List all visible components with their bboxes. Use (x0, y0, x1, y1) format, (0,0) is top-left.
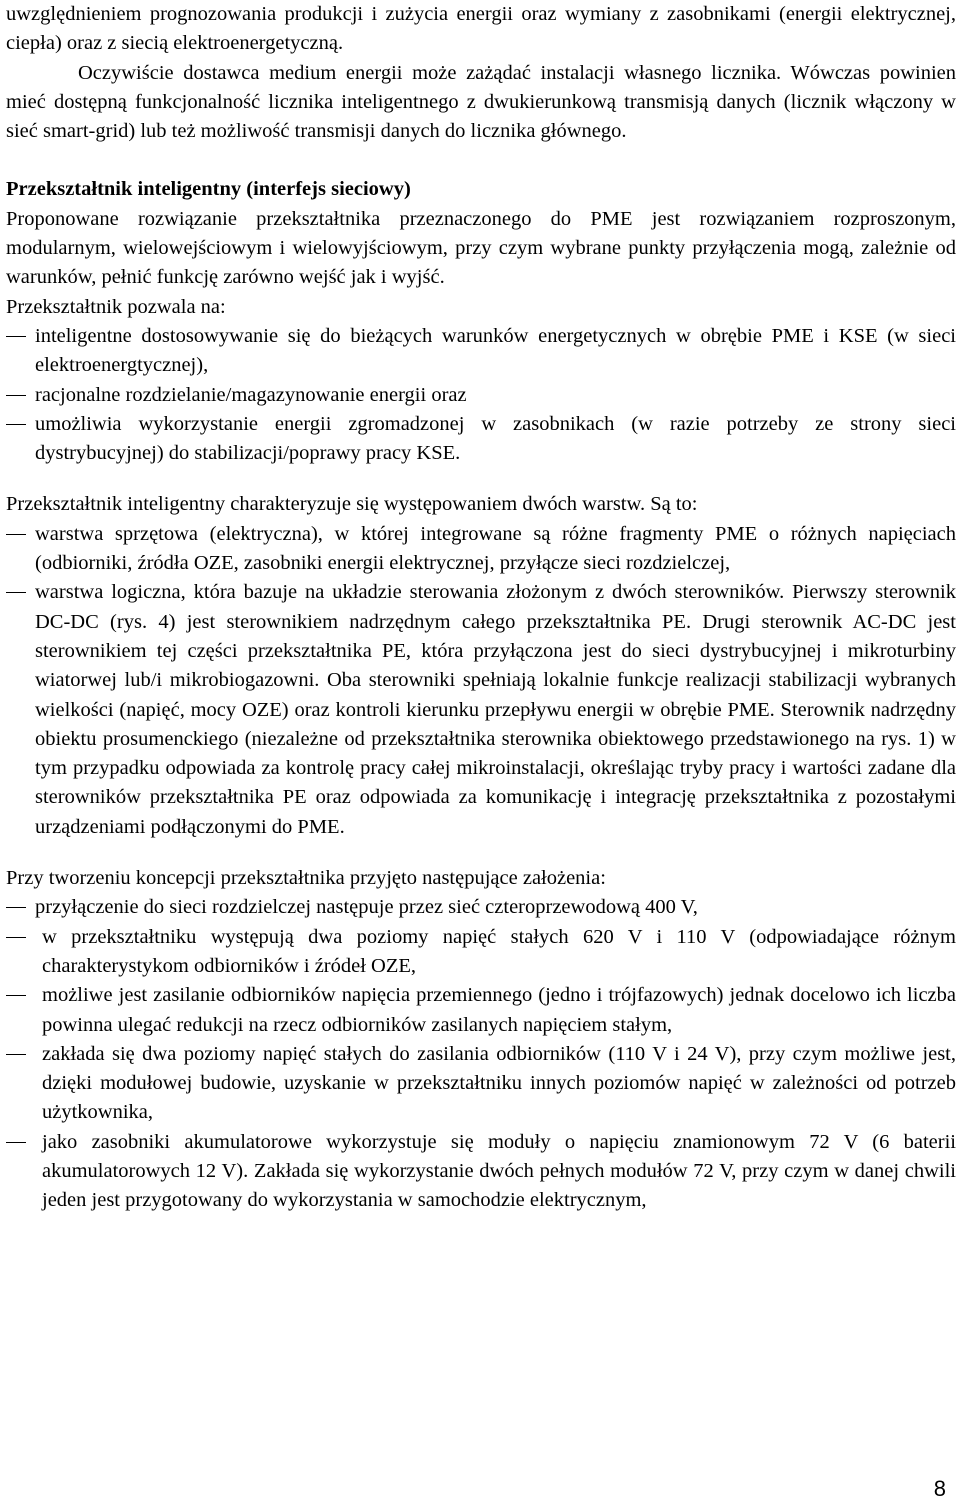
intro-paragraph-continued: uwzględnieniem prognozowania produkcji i zużycia energii oraz wymiany z zasobnikami (energii elektrycznej, ciepła) oraz z siecią elektroenergetyczną. (6, 3, 956, 55)
section-paragraph: Proponowane rozwiązanie przekształtnika przeznaczonego do PME jest rozwiązaniem rozproszonym, modularnym, wielowejściowym i wielowyjściowym, przy czym wybrane punkty przyłączenia mogą, zależnie od warunków, pełnić funkcję zarówno wejść jak i wyjść. (6, 207, 956, 289)
capabilities-list (6, 322, 956, 468)
dash-bullet-icon (6, 534, 26, 535)
list-lead-layers: Przekształtnik inteligentny charakteryzuje się występowaniem dwóch warstw. Są to: (6, 493, 698, 516)
dash-bullet-icon (6, 995, 26, 996)
layers-list (6, 520, 956, 842)
assumptions-list-first (6, 893, 956, 922)
list-item: warstwa sprzętowa (elektryczna), w której integrowane są różne fragmenty PME o różnych napięciach (odbiorniki, źródła OZE, zasobniki energii elektrycznej, przyłącze sieci rozdzielczej, (6, 520, 956, 579)
list-item: zakłada się dwa poziomy napięć stałych do zasilania odbiorników (110 V i 24 V), przy czym możliwe jest, dzięki modułowej budowie, uzyskanie w przekształtniku innych poziomów napięć w zależności od potrzeb użytkownika, (6, 1040, 956, 1128)
list-item: warstwa logiczna, która bazuje na układzie sterowania złożonym z dwóch sterowników. Pierwszy sterownik DC-DC (rys. 4) jest sterownikiem nadrzędnym całego przekształtnika PE. Drugi sterownik AC-DC jest sterownikiem tej części przekształtnika PE, która przyłączona jest do sieci dystrybucyjnej i mikroturbiny wiatorwej lub/i mikrobiogazowni. Oba sterowniki spełniają lokalnie funkcje realizacji stabilizacji wybranych wielkości (napięć, mocy OZE) oraz kontroli kierunku przepływu energii w obrębie PME. Sterownik nadrzędny obiektu prosumenckiego (niezależne od przekształtnika sterownika obiektowego przedstawionego na rys. 1) w tym przypadku odpowiada za kontrolę pracy całej mikroinstalacji, określając tryby pracy i wartości zadane dla sterowników przekształtnika PE oraz odpowiada za komunikację i integrację przekształtnika z pozostałymi urządzeniami podłączonymi do PME. (6, 578, 956, 842)
list-item: jako zasobniki akumulatorowe wykorzystuje się moduły o napięciu znamionowym 72 V (6 baterii akumulatorowych 12 V). Zakłada się wykorzystanie dwóch pełnych modułów 72 V, przy czym w danej chwili jeden jest przygotowany do wykorzystania w samochodzie elektrycznym, (6, 1128, 956, 1216)
list-item: w przekształtniku występują dwa poziomy napięć stałych 620 V i 110 V (odpowiadające różnym charakterystykom odbiorników i źródeł OZE, (6, 923, 956, 982)
list-item: racjonalne rozdzielanie/magazynowanie energii oraz (6, 381, 956, 410)
assumptions-list (6, 923, 956, 1216)
dash-bullet-icon (6, 395, 26, 396)
dash-bullet-icon (6, 1142, 26, 1143)
spacer (6, 146, 956, 175)
intro-paragraph-meter: Oczywiście dostawca medium energii może zażądać instalacji własnego licznika. Wówczas powinien mieć dostępną funkcjonalność licznika inteligentnego z dwukierunkową transmisją danych (licznik włączony w sieć smart-grid) lub też możliwość transmisji danych do licznika głównego. (6, 61, 956, 143)
list-lead-assumptions: Przy tworzeniu koncepcji przekształtnika przyjęto następujące założenia: (6, 867, 606, 890)
list-item: inteligentne dostosowywanie się do bieżących warunków energetycznych w obrębie PME i KSE (w sieci elektroenergtycznej), (6, 322, 956, 381)
dash-bullet-icon (6, 336, 26, 337)
dash-bullet-icon (6, 592, 26, 593)
spacer (6, 468, 956, 490)
spacer (6, 842, 956, 864)
list-item: możliwe jest zasilanie odbiorników napięcia przemiennego (jedno i trójfazowych) jednak docelowo ich liczba powinna ulegać redukcji na rzecz odbiorników zasilanych napięciem stałym, (6, 981, 956, 1040)
list-item: umożliwia wykorzystanie energii zgromadzonej w zasobnikach (w razie potrzeby ze strony sieci dystrybucyjnej) do stabilizacji/poprawy pracy KSE. (6, 410, 956, 469)
dash-bullet-icon (6, 424, 26, 425)
dash-bullet-icon (6, 907, 26, 908)
page-number: 8 (933, 1476, 946, 1501)
section-heading: Przekształtnik inteligentny (interfejs sieciowy) (6, 178, 411, 201)
dash-bullet-icon (6, 1054, 26, 1055)
dash-bullet-icon (6, 937, 26, 938)
list-item: przyłączenie do sieci rozdzielczej następuje przez sieć czteroprzewodową 400 V, (6, 893, 956, 922)
list-lead-allows: Przekształtnik pozwala na: (6, 295, 226, 318)
